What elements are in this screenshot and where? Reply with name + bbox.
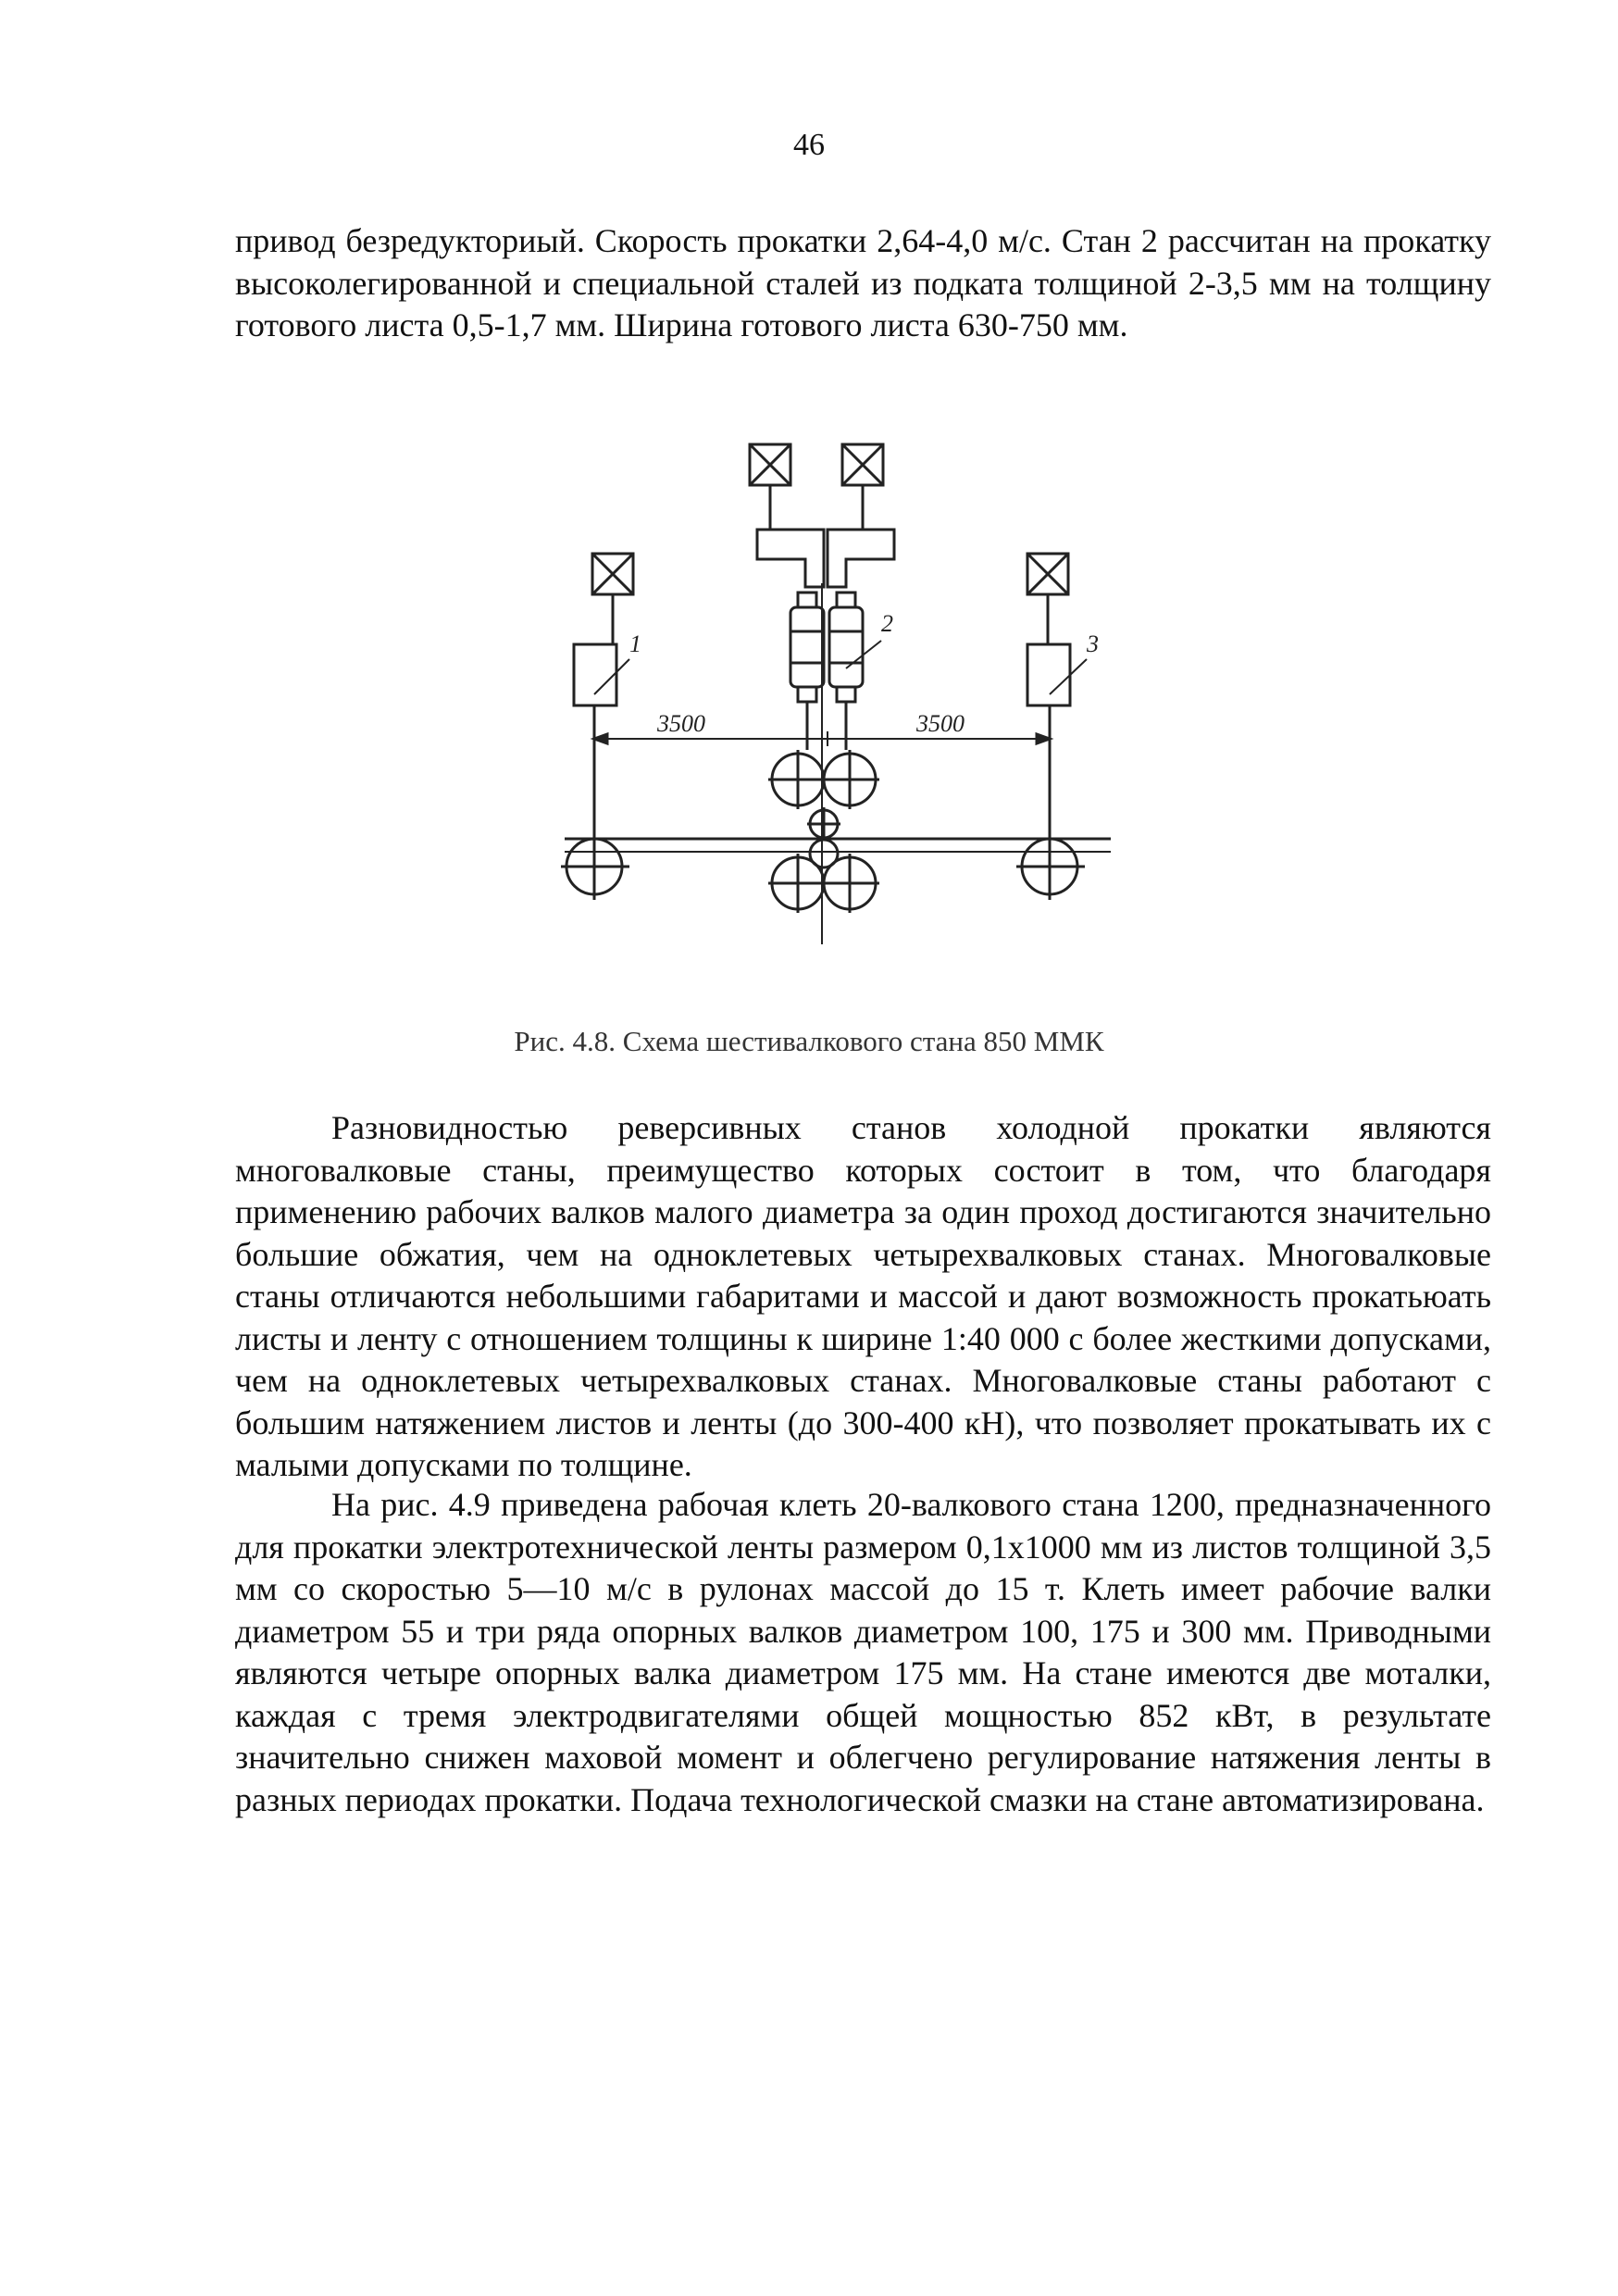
mill-diagram [555, 426, 1185, 1000]
motor-box-right [1027, 554, 1068, 594]
motor-box-top-left [750, 444, 790, 485]
gearbox-right [828, 530, 894, 587]
dimension-right: 3500 [916, 710, 965, 737]
coiler-right [1027, 644, 1070, 705]
label-1: 1 [629, 630, 641, 657]
gearbox-left [757, 530, 824, 587]
roll-work-top [807, 807, 840, 841]
mill-diagram-svg [555, 426, 1185, 1000]
paragraph-1: привод безредукториый. Скорость прокатки 2,64-4,0 м/с. Стан 2 рассчитан на прокатку высоколегированной и специальной сталей из подката толщиной 2-3,5 мм на толщину готового листа 0,5-1,7 мм. Ширина готового листа 630-750 мм. [235, 222, 1491, 343]
paragraph-3: На рис. 4.9 приведена рабочая клеть 20-валкового стана 1200, предназначенного для прокатки электротехнической ленты размером 0,1x1000 мм из листов толщиной 3,5 мм со скоростью 5—10 м/с в рулонах массой до 15 т. Клеть имеет рабочие валки диаметром 55 и три ряда опорных валков диаметром 100, 175 и 300 мм. Приводными являются четыре опорных валка диаметром 175 мм. На стане имеются две моталки, каждая с тремя электродвигателями общей мощностью 852 кВт, в результате значительно снижен маховой момент и облегчено регулирование натяжения ленты в разных периодах прокатки. Подача технологической смазки на стане автоматизирована. [235, 1486, 1491, 1818]
spindle-left [790, 593, 824, 702]
roll-lower-right [820, 854, 879, 913]
spindle-right [829, 593, 863, 702]
reel-right [1016, 833, 1085, 900]
page-number: 46 [793, 128, 825, 162]
roll-lower-left [768, 854, 828, 913]
roll-upper-right [820, 750, 879, 809]
reel-left [561, 833, 629, 900]
dimension-left: 3500 [657, 710, 705, 737]
motor-box-top-right [842, 444, 883, 485]
coiler-left [574, 644, 616, 705]
figure-caption: Рис. 4.8. Схема шестивалкового стана 850 ММК [514, 1025, 1104, 1057]
motor-box-left [592, 554, 633, 594]
label-3: 3 [1087, 630, 1099, 657]
label-2: 2 [881, 610, 893, 637]
roll-upper-left [768, 750, 828, 809]
paragraph-2: Разновидностью реверсивных станов холодной прокатки являются многовалковые станы, преимущество которых состоит в том, что благодаря применению рабочих валков малого диаметра за один проход достигаются значительно большие обжатия, чем на одноклетевых четырехвалковых станах. Многовалковые станы отличаются небольшими габаритами и массой и дают возможность прокатьюать листы и ленту с отношением толщины к ширине 1:40 000 с более жесткими допусками, чем на одноклетевых четырехвалковых станах. Многовалковые станы работают с большим натяжением листов и ленты (до 300-400 кН), что позволяет прокатывать их с малыми допусками по толщине. [235, 1109, 1491, 1483]
